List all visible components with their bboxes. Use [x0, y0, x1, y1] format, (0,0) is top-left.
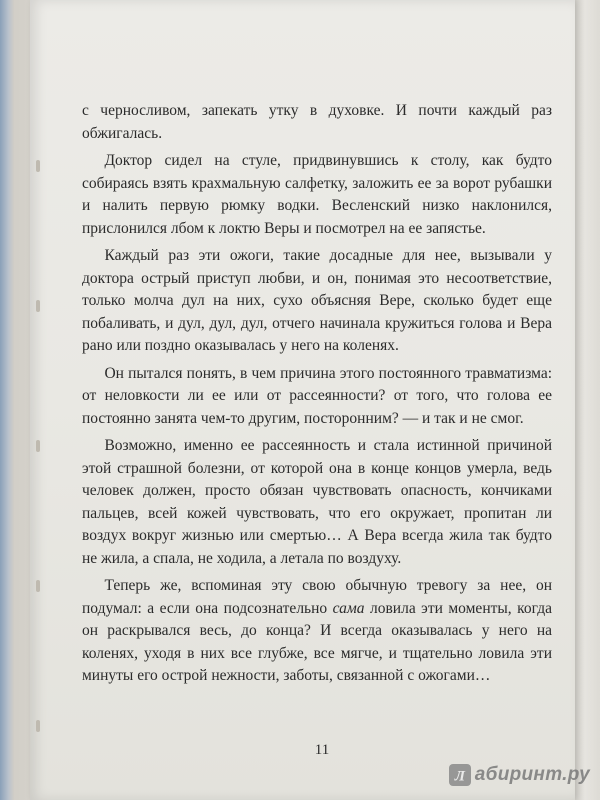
paragraph-text: Теперь же, вспоминая эту свою обычную тревогу за нее, он подумал: а если она подсознательно: [82, 577, 552, 617]
book-spine: [0, 0, 14, 800]
page-body-text: [82, 100, 552, 688]
binding-stitch: [36, 720, 40, 732]
paragraph: Возможно, именно ее рассеянность и стала истинной причиной этой страшной болезни, от которой она в конце концов умерла, ведь человек должен, просто обязан чувствовать опасность, кончиками пальцев, всей кожей чувствовать, что его окружает, пропитан ли воздух вокруг жизнью или смертью… А Вера всегда жила так будто не жила, а спала, не ходила, а летала по воздуху.: [82, 437, 552, 567]
paragraph: [82, 575, 552, 688]
paragraph: Каждый раз эти ожоги, такие досадные для нее, вызывали у доктора острый приступ любви, и он, понимая это несоответствие, только молча дул на них, сухо объясняя Вере, сколько будет еще побаливать, и дул, дул, дул, отчего начинала кружиться голова и Вера рано или поздно оказывалась у него на коленях.: [82, 247, 552, 354]
page-number: 11: [314, 742, 330, 758]
watermark-text: абиринт.ру: [474, 764, 590, 785]
binding-stitch: [36, 300, 40, 312]
paragraph: с черносливом, запекать утку в духовке. И почти каждый раз обжигалась.: [82, 102, 552, 142]
paragraph: Он пытался понять, в чем причина этого постоянного травматизма: от неловкости ли ее или от рассеянности? от того, что голова ее постоянно занята чем-то другим, посторонним? — и так и не смог.: [82, 364, 552, 427]
binding-stitch: [36, 440, 40, 452]
binding-stitch: [36, 580, 40, 592]
page-edge: [575, 0, 600, 800]
binding-stitch: [36, 160, 40, 172]
logo-letter: Л: [454, 768, 466, 785]
emphasized-word: сама: [332, 599, 365, 617]
paragraph-text: ловила эти моменты, когда он раскрывался весь, до конца? И всегда оказывалась у него на коленях, уходя в них все глубже, все мягче, и тщательно ловила эти минуты его острой нежности, заботы, связанной с ожогами…: [82, 599, 552, 684]
labirint-logo-icon: [449, 764, 471, 786]
watermark: [449, 764, 590, 786]
paragraph: Доктор сидел на стуле, придвинувшись к столу, как будто собираясь взять крахмальную салфетку, заложить ее за ворот рубашки и налить первую рюмку водки. Весленский низко наклонился, прислонился лбом к локтю Веры и посмотрел на ее запястье.: [82, 152, 552, 237]
